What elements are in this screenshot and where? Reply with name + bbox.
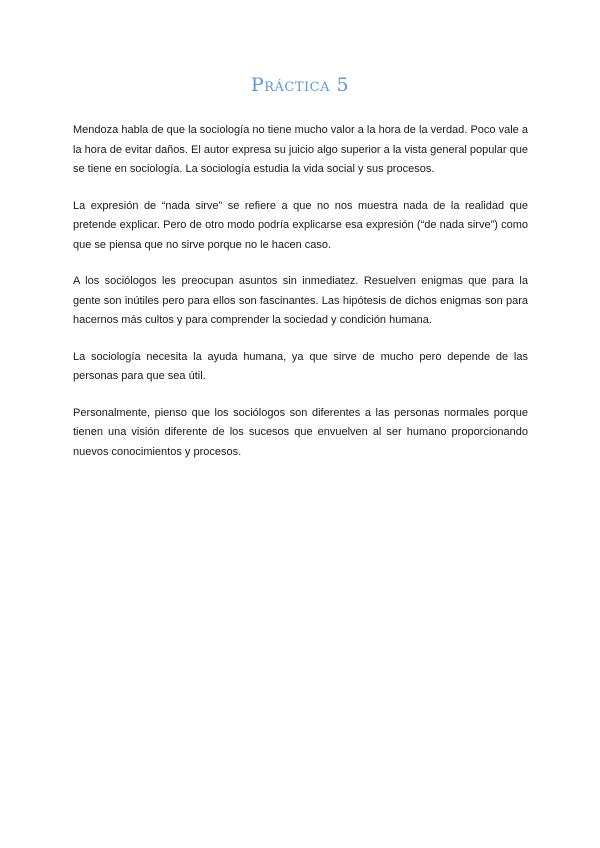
paragraph-1: Mendoza habla de que la sociología no tiene mucho valor a la hora de la verdad. Poco vale a la hora de evitar daños. El autor expresa su juicio algo superior a la vista general popular que se tiene en sociología. La sociología estudia la vida social y sus procesos. [73, 124, 528, 175]
paragraph-3: A los sociólogos les preocupan asuntos sin inmediatez. Resuelven enigmas que para la gente son inútiles pero para ellos son fascinantes. Las hipótesis de dichos enigmas son para hacernos más cultos y para comprender la sociedad y condición humana. [73, 275, 528, 326]
paragraph-2: La expresión de “nada sirve” se refiere a que no nos muestra nada de la realidad que pretende explicar. Pero de otro modo podría explicarse esa expresión (“de nada sirve”) como que se piensa que no sirve porque no le hacen caso. [73, 199, 528, 251]
paragraph-5: Personalmente, pienso que los sociólogos son diferentes a las personas normales porque tienen una visión diferente de los sucesos que envuelven al ser humano proporcionando nuevos conocimientos y procesos. [73, 406, 528, 458]
document-body [73, 121, 528, 479]
page-title: Práctica 5 [250, 74, 350, 96]
paragraph-4: La sociología necesita la ayuda humana, ya que sirve de mucho pero depende de las personas para que sea útil. [73, 350, 528, 382]
